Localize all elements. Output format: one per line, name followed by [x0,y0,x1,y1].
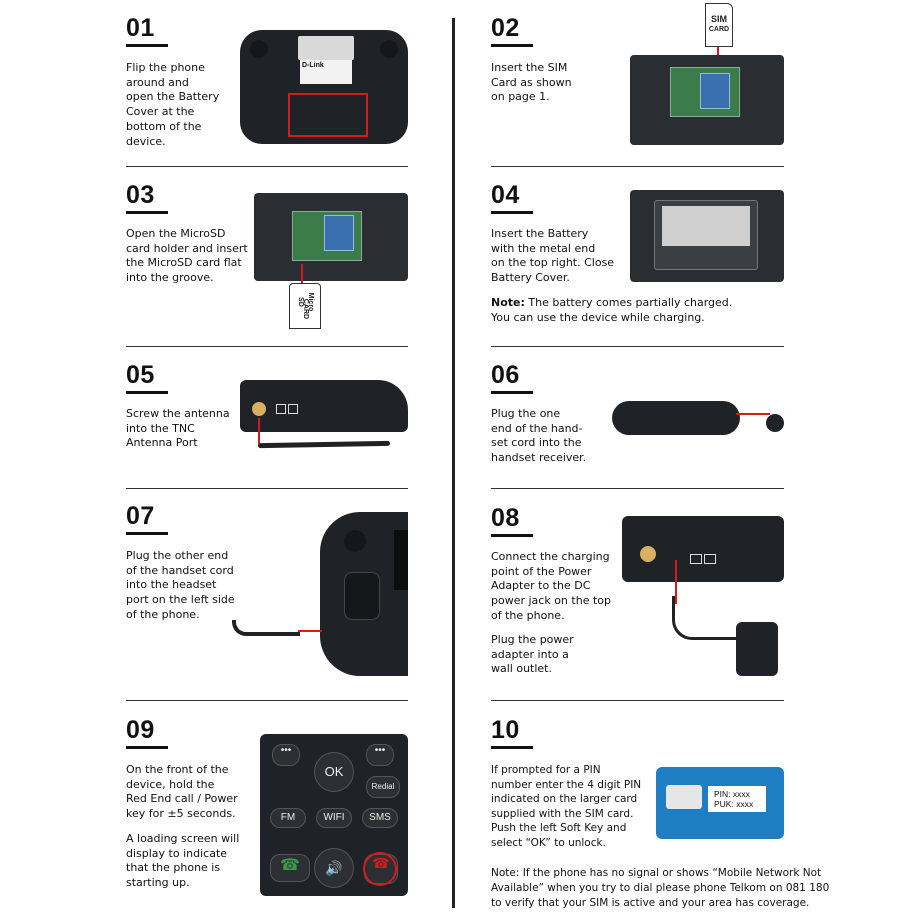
separator [126,166,408,167]
fm-key: FM [270,808,306,828]
left-soft-key: ••• [272,744,300,766]
step-text: Screw the antenna into the TNC Antenna Port [126,407,230,450]
battery-image [630,190,784,282]
connection-line [298,630,322,632]
column-divider [452,18,455,908]
connection-line [736,413,770,415]
pin-card-image [656,767,784,839]
battery-cover-highlight [288,93,368,137]
step-number: 06 [491,361,520,389]
step-number: 02 [491,14,520,42]
step-text: If prompted for a PIN number enter the 4 digit PIN indicated on the larger card supplied with the SIM card. Push the left Soft Key and select “OK” to unlock. [491,764,642,849]
step-number-underline [491,211,533,214]
separator [126,346,408,347]
step-number: 09 [126,716,155,744]
step-text: On the front of the device, hold the Red End call / Power key for ±5 seconds. [126,763,238,821]
step-number: 01 [126,14,155,42]
step-text: Plug the one end of the hand- set cord into the handset receiver. [491,407,587,465]
adapter-cable [672,596,738,640]
phone-side-image [320,512,408,676]
separator [126,488,408,489]
step-text: Insert the Battery with the metal end on the top right. Close Battery Cover. [491,227,615,285]
step-text: Open the MicroSD card holder and insert the MicroSD card flat into the groove. [126,227,248,285]
step-number-underline [491,746,533,749]
step-number: 10 [491,716,520,744]
step-number: 08 [491,504,520,532]
dc-jack-image [622,516,784,582]
handset-cord [232,620,300,636]
separator [491,488,784,489]
pin-puk-label: PIN: xxxx PUK: xxxx [708,786,766,812]
end-call-key: ☎ [364,854,398,884]
step-number-underline [491,44,533,47]
battery-note: Note: The battery comes partially charged. You can use the device while charging. [491,296,733,324]
microsd-slot-image [254,193,408,281]
redial-key: Redial [366,776,400,798]
separator [491,166,784,167]
step-text: Insert the SIM Card as shown on page 1. [491,61,572,104]
separator [491,700,784,701]
ok-key: OK [314,752,354,792]
step-number-underline [126,746,168,749]
step-number-underline [491,534,533,537]
step-text: Connect the charging point of the Power Adapter to the DC power jack on the top of the phone. [491,550,611,622]
sim-card-image: SIM CARD [705,3,733,47]
step-number-underline [126,211,168,214]
step-extra-text: Plug the power adapter into a wall outlet. [491,633,574,676]
call-key: ☎ [270,854,310,882]
device-label: D-Link [300,60,352,84]
step-number: 03 [126,181,155,209]
step-number-underline [126,532,168,535]
network-note: Note: If the phone has no signal or shows “Mobile Network Not Available” when you try to dial please phone Telkom on 081 180 to verify that your SIM is active and your area has coverage. [491,867,830,909]
separator [126,700,408,701]
step-number: 07 [126,502,155,530]
step-number-underline [491,391,533,394]
end-call-highlight [363,852,397,886]
battery-bay-image [630,55,784,145]
sim-chip [666,785,702,809]
step-text: Plug the other end of the handset cord into the headset port on the left side of the phone. [126,549,235,621]
handset-cord-plug [766,414,784,432]
connection-line [258,418,260,444]
microsd-card-image: Micro SD CARD [289,283,321,329]
speaker-key: 🔊 [314,848,354,888]
handset-image [612,401,740,435]
step-number-underline [126,44,168,47]
separator [491,346,784,347]
right-soft-key: ••• [366,744,394,766]
antenna-port-image [240,380,408,432]
step-number: 05 [126,361,155,389]
sms-key: SMS [362,808,398,828]
power-adapter-image [736,622,778,676]
wifi-key: WIFI [316,808,352,828]
antenna-image [258,441,390,448]
step-extra-text: A loading screen will display to indicate that the phone is starting up. [126,832,240,890]
step-number: 04 [491,181,520,209]
step-text: Flip the phone around and open the Battery Cover at the bottom of the device. [126,61,220,148]
step-number-underline [126,391,168,394]
